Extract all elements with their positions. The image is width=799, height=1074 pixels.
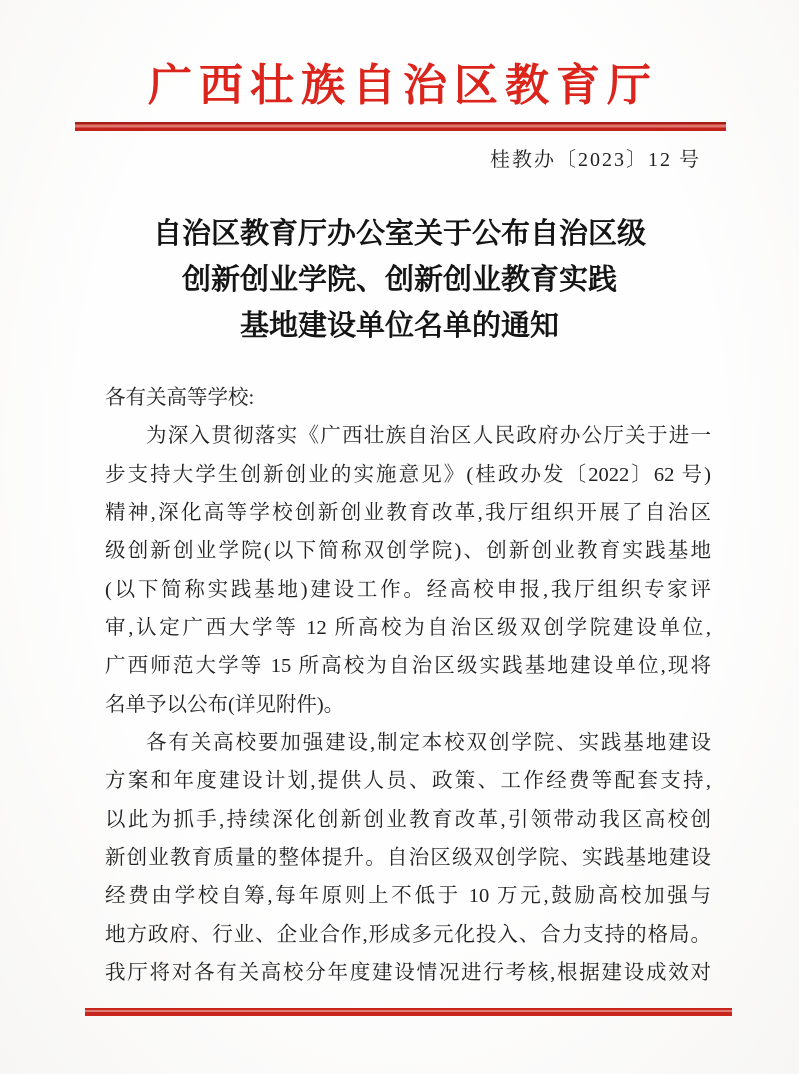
- notice-title-line: 自治区教育厅办公室关于公布自治区级: [152, 218, 646, 250]
- body-line: 地方政府、行业、企业合作,形成多元化投入、合力支持的格局。: [105, 923, 711, 946]
- agency-name-heading: 广西壮族自治区教育厅: [148, 61, 658, 110]
- header-red-rule: [75, 122, 726, 131]
- footer-red-rule: [85, 1008, 732, 1016]
- body-line: 方案和年度建设计划,提供人员、政策、工作经费等配套支持,: [105, 770, 711, 793]
- body-text: [105, 379, 711, 992]
- body-line: 为深入贯彻落实《广西壮族自治区人民政府办公厅关于进一: [146, 425, 711, 448]
- body-line: 广西师范大学等 15 所高校为自治区级实践基地建设单位,现将: [105, 655, 711, 678]
- notice-title: [0, 211, 799, 349]
- notice-title-line: 基地建设单位名单的通知: [239, 310, 559, 342]
- body-line: (以下简称实践基地)建设工作。经高校申报,我厅组织专家评: [105, 578, 711, 601]
- document-number: 桂教办〔2023〕12 号: [490, 149, 701, 171]
- body-line: 各有关高校要加强建设,制定本校双创学院、实践基地建设: [146, 731, 711, 754]
- body-line: 新创业教育质量的整体提升。自治区级双创学院、实践基地建设: [105, 846, 711, 869]
- paragraph-2: [105, 724, 711, 992]
- body-line: 审,认定广西大学等 12 所高校为自治区级双创学院建设单位,: [105, 616, 711, 639]
- body-line: 经费由学校自筹,每年原则上不低于 10 万元,鼓励高校加强与: [105, 885, 711, 908]
- body-line: 级创新创业学院(以下简称双创学院)、创新创业教育实践基地: [105, 540, 711, 563]
- body-line: 以此为抓手,持续深化创新创业教育改革,引领带动我区高校创: [105, 808, 711, 831]
- body-line: 我厅将对各有关高校分年度建设情况进行考核,根据建设成效对: [105, 961, 711, 984]
- body-line: 步支持大学生创新创业的实施意见》(桂政办发〔2022〕62 号): [105, 463, 711, 486]
- salutation-line: 各有关高等学校:: [105, 387, 255, 409]
- paragraph-1: [105, 417, 711, 724]
- body-line: 精神,深化高等学校创新创业教育改革,我厅组织开展了自治区: [105, 501, 711, 524]
- notice-title-line: 创新创业学院、创新创业教育实践: [181, 264, 617, 296]
- body-line: 名单予以公布(详见附件)。: [105, 693, 345, 716]
